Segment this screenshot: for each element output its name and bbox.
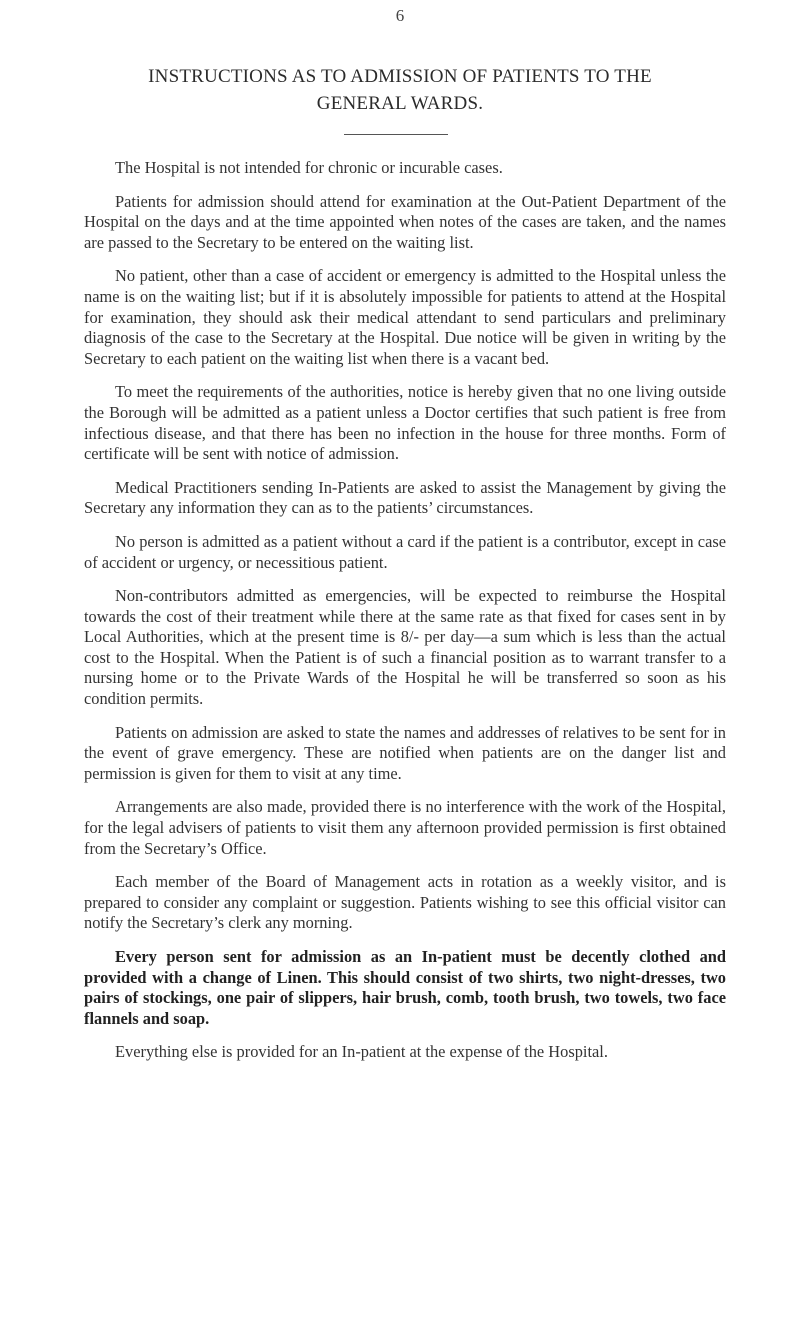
- paragraph-provisions: Everything else is provided for an In-patient at the expense of the Hospital.: [115, 1042, 608, 1062]
- document-body: [84, 158, 726, 1076]
- paragraph-non-contributors: Non-contributors admitted as emergencies, will be expected to reimburse the Hospital towards the cost of their treatment while there at the same rate as that fixed for cases sent in by Local Authorities, which at the present time is 8/- per day—a sum which is less than the actual cost to the Hospital. When the Patient is of such a financial position as to warrant transfer to a nursing home or to the Private Wards of the Hospital he will be transferred so soon as his condition permits.: [84, 586, 726, 709]
- paragraph-admission-card: No person is admitted as a patient without a card if the patient is a contributor, except in case of accident or urgency, or necessitious patient.: [84, 531, 726, 572]
- paragraph-examination: Patients for admission should attend for examination at the Out-Patient Department of the Hospital on the days and at the time appointed when notes of the cases are taken, and the names are passed to the Secretary to be entered on the waiting list.: [84, 191, 726, 252]
- paragraph-medical-practitioners: Medical Practitioners sending In-Patients are asked to assist the Management by giving the Secretary any information they can as to the patients’ circumstances.: [84, 477, 726, 518]
- page-title: INSTRUCTIONS AS TO ADMISSION OF PATIENTS TO THE: [148, 66, 652, 87]
- title-divider: [344, 134, 448, 135]
- paragraph-borough-requirements: To meet the requirements of the authorities, notice is hereby given that no one living outside the Borough will be admitted as a patient unless a Doctor certifies that such patient is free from infectious disease, and that there has been no infection in the house for three months. Form of certificate will be sent with notice of admission.: [84, 382, 726, 464]
- paragraph-clothing-requirements: Every person sent for admission as an In-patient must be decently clothed and provided with a change of Linen. This should consist of two shirts, two night-dresses, two pairs of stockings, one pair of slippers, hair brush, comb, tooth brush, two towels, two face flannels and soap.: [84, 947, 726, 1028]
- paragraph-waiting-list: No patient, other than a case of accident or emergency is admitted to the Hospital unless the name is on the waiting list; but if it is absolutely impossible for patients to attend at the Hospital for examination, they should ask their medical attendant to send particulars and preliminary diagnosis of the case to the Secretary at the Hospital. Due notice will be given in writing by the Secretary to each patient on the waiting list when there is a vacant bed.: [84, 266, 726, 368]
- paragraph-legal-advisers: Arrangements are also made, provided there is no interference with the work of the Hospital, for the legal advisers of patients to visit them any afternoon provided permission is first obtained from the Secretary’s Office.: [84, 797, 726, 858]
- paragraph-chronic-cases: The Hospital is not intended for chronic or incurable cases.: [115, 158, 503, 177]
- paragraph-weekly-visitor: Each member of the Board of Management acts in rotation as a weekly visitor, and is prepared to consider any complaint or suggestion. Patients wishing to see this official visitor can notify the Secretary’s clerk any morning.: [84, 872, 726, 933]
- paragraph-relatives: Patients on admission are asked to state the names and addresses of relatives to be sent for in the event of grave emergency. These are notified when patients are on the danger list and permission is given for them to visit at any time.: [84, 722, 726, 783]
- page-title-continued: GENERAL WARDS.: [316, 93, 484, 114]
- page-number: 6: [395, 6, 405, 25]
